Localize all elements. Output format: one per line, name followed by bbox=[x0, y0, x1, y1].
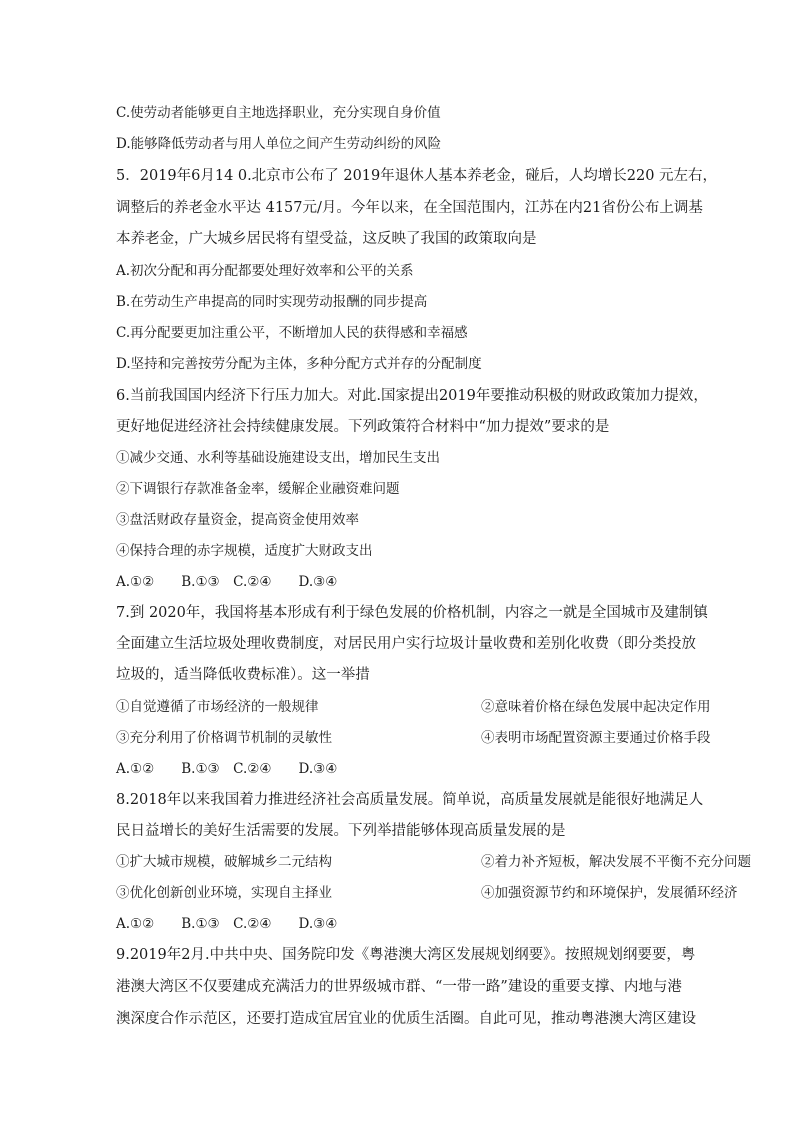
question-7-line-2: 全面建立生活垃圾处理收费制度，对居民用户实行垃圾计量收费和差别化收费（即分类投放 bbox=[116, 636, 696, 652]
question-7-line-1: 7.到 2020年，我国将基本形成有利于绿色发展的价格机制，内容之一就是全国城市及建制镇 bbox=[116, 605, 708, 621]
question-5-option-b: B.在劳动生产串提高的同时实现劳动报酬的同步提高 bbox=[116, 294, 428, 310]
question-6-line-1: 6.当前我国国内经济下行压力加大。对此.国家提出2019年要推动积极的财政政策加力提效， bbox=[116, 388, 708, 404]
question-6-item-2: ②下调银行存款准备金率，缓解企业融资难问题 bbox=[116, 481, 400, 497]
question-5-option-c: C.再分配要更加注重公平，不断增加人民的获得感和幸福感 bbox=[116, 325, 468, 341]
question-6-item-1: ①减少交通、水利等基础设施建设支出，增加民生支出 bbox=[116, 450, 440, 466]
question-7-item-2: ②意味着价格在绿色发展中起决定作用 bbox=[481, 699, 711, 715]
question-6-line-2: 更好地促进经济社会持续健康发展。下列政策符合材料中“加力提效”要求的是 bbox=[116, 419, 610, 435]
question-6-item-4: ④保持合理的赤字规模，适度扩大财政支出 bbox=[116, 543, 373, 559]
question-7-choices: A.①② B.①③ C.②④ D.③④ bbox=[116, 761, 338, 777]
question-9-line-3: 澳深度合作示范区，还要打造成宜居宜业的优质生活圈。自此可见，推动粤港澳大湾区建设 bbox=[116, 1011, 696, 1027]
question-8-items-row-2 bbox=[116, 884, 738, 902]
question-5-option-d: D.坚持和完善按劳分配为主体，多种分配方式并存的分配制度 bbox=[116, 356, 482, 372]
question-8-line-2: 民日益增长的美好生活需要的发展。下列举措能够体现高质量发展的是 bbox=[116, 823, 566, 839]
question-8-item-4: ④加强资源节约和环境保护，发展循环经济 bbox=[481, 885, 738, 901]
question-5-line-1: 5．2019年6月14 0.北京市公布了 2019年退休人基本养老金，碰后，人均增长220 元左右， bbox=[116, 168, 718, 184]
option-c-prev: C.使劳动者能够更自主地选择职业，充分实现自身价值 bbox=[116, 105, 441, 121]
question-6-item-3: ③盘活财政存量资金，提高资金使用效率 bbox=[116, 512, 359, 528]
question-7-item-1: ①自觉遵循了市场经济的一般规律 bbox=[116, 699, 319, 715]
question-7-item-3: ③充分利用了价格调节机制的灵敏性 bbox=[116, 730, 332, 746]
question-7-line-3: 垃圾的，适当降低收费标准）。这一举措 bbox=[116, 667, 370, 683]
question-8-item-3: ③优化创新创业环境，实现自主择业 bbox=[116, 885, 332, 901]
question-8-line-1: 8.2018年以来我国着力推进经济社会高质量发展。简单说，高质量发展就是能很好地满足人 bbox=[116, 792, 704, 808]
option-d-prev: D.能够降低劳动者与用人单位之间产生劳动纠纷的风险 bbox=[116, 136, 442, 152]
question-9-line-2: 港澳大湾区不仅要建成充满活力的世界级城市群、“一带一路”建设的重要支撑、内地与港 bbox=[116, 979, 682, 995]
question-8-item-2: ②着力补齐短板，解决发展不平衡不充分问题 bbox=[481, 854, 751, 870]
question-7-item-4: ④表明市场配置资源主要通过价格手段 bbox=[481, 730, 711, 746]
question-8-items-row-1 bbox=[116, 853, 751, 871]
question-6-choices: A.①② B.①③ C.②④ D.③④ bbox=[116, 574, 338, 590]
question-5-line-2: 调整后的养老金水平达 4157元/月。今年以来，在全国范围内，江苏在内21省份公布上调基 bbox=[116, 200, 703, 216]
question-7-items-row-2 bbox=[116, 729, 711, 747]
question-7-items-row-1 bbox=[116, 698, 711, 716]
question-8-item-1: ①扩大城市规模，破解城乡二元结构 bbox=[116, 854, 332, 870]
question-9-line-1: 9.2019年2月.中共中央、国务院印发《粤港澳大湾区发展规划纲要》。按照规划纲要要，粤 bbox=[116, 947, 696, 963]
question-5-option-a: A.初次分配和再分配都要处理好效率和公平的关系 bbox=[116, 263, 414, 279]
question-8-choices: A.①② B.①③ C.②④ D.③④ bbox=[116, 916, 338, 932]
question-5-line-3: 本养老金，广大城乡居民将有望受益，这反映了我国的政策取向是 bbox=[116, 231, 537, 247]
